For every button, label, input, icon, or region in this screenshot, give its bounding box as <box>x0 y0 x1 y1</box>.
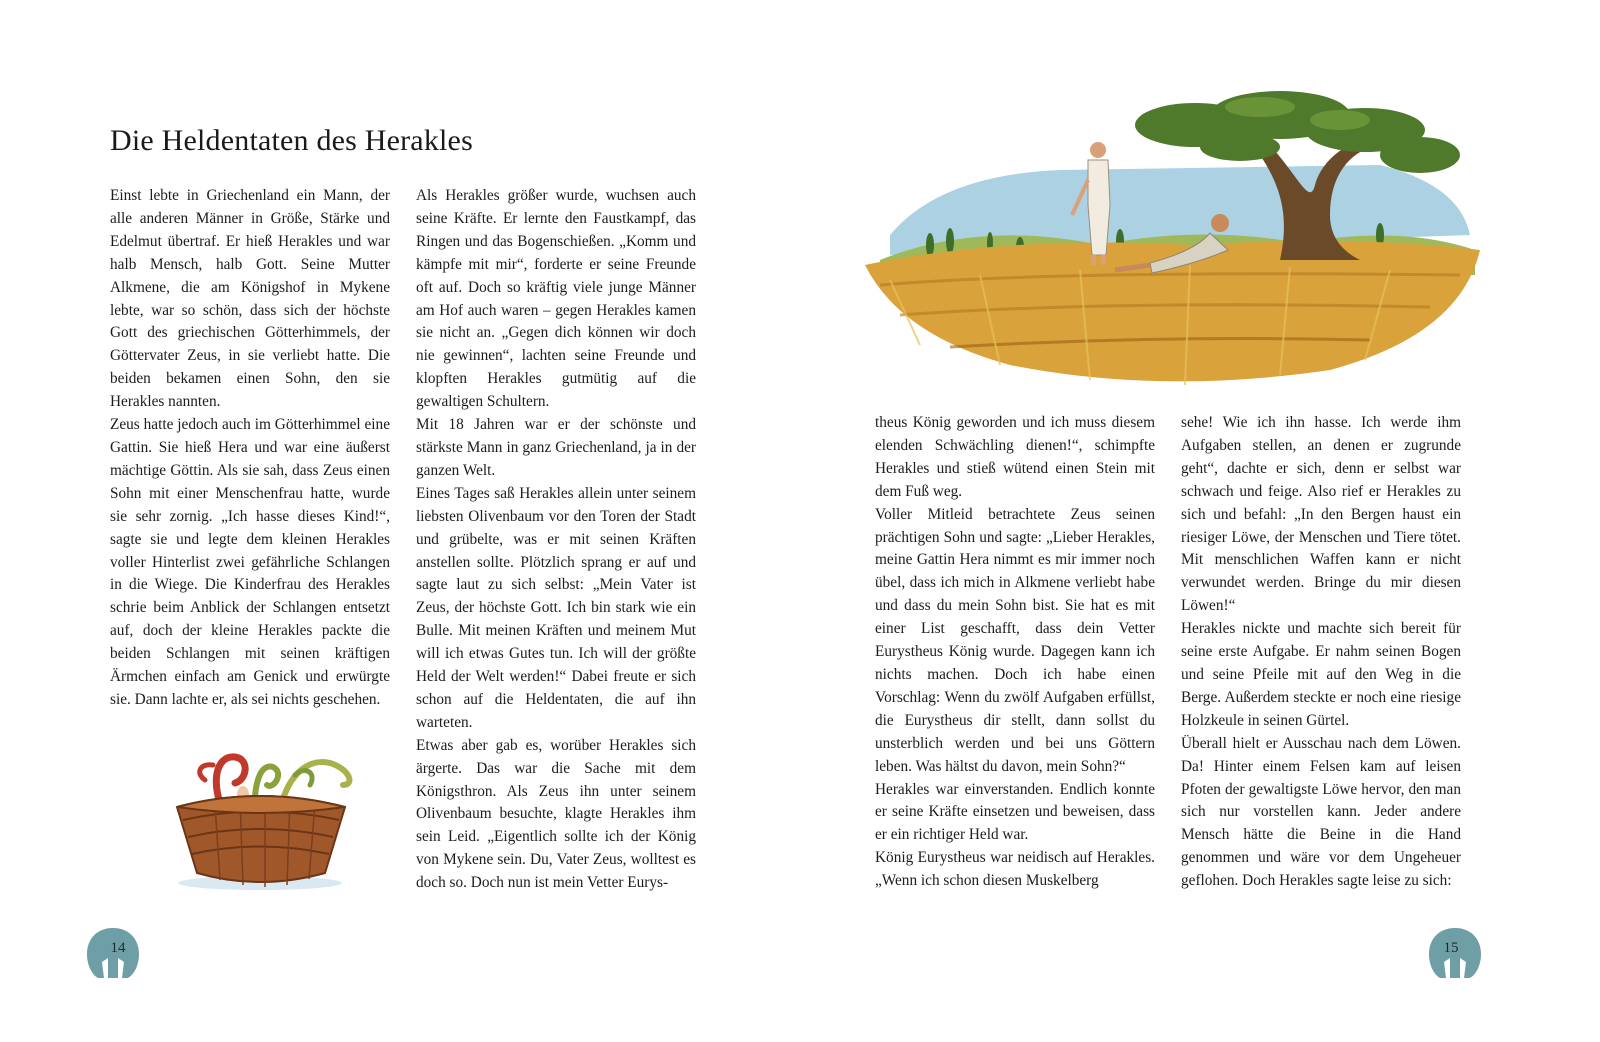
right-page-column-1 <box>875 412 1155 893</box>
paragraph: Voller Mitleid betrachtete Zeus seinen prächtigen Sohn und sagte: „Lieber Herakles, meine Gattin Hera nimmt es mir immer noch übel, dass ich mich in Alkmene verliebt habe und dass du mein Sohn bist. Sie hat es mit einer List geschafft, dass dein Vetter Eurystheus König wurde. Dagegen kann ich nichts machen. Doch ich habe einen Vorschlag: Wenn du zwölf Aufgaben erfüllst, die Eurystheus dir stellt, dann sollst du unsterblich werden und bei uns Göttern leben. Was hältst du davon, mein Sohn?“ <box>875 505 1155 775</box>
paragraph: Eines Tages saß Herakles allein unter seinem liebsten Olivenbaum vor den Toren der Stadt und grübelte, was er mit seinen Kräften anstellen sollte. Plötzlich sprang er auf und sagte laut zu sich selbst: „Mein Vater ist Zeus, der höchste Gott. Ich bin stark wie ein Bulle. Mit meinen Kräften und meinem Mut will ich etwas Gutes tun. Ich will der größte Held der Welt werden!“ Dabei freute er sich schon auf die Heldentaten, die auf ihn warteten. <box>416 484 696 731</box>
paragraph: König Eurystheus war neidisch auf Herakles. „Wenn ich schon diesen Muskelberg <box>875 849 1155 890</box>
olive-tree-scene-illustration <box>860 85 1485 395</box>
basket-with-snakes-illustration <box>155 745 365 895</box>
paragraph: Etwas aber gab es, worüber Herakles sich ärgerte. Das war die Sache mit dem Königsthron. Als Zeus ihn unter seinem Olivenbaum besuchte, klagte Herakles ihm sein Leid. „Eigentlich sollte ich der König von Mykene sein. Du, Vater Zeus, wolltest es doch so. Doch nun ist mein Vetter Eurys- <box>416 736 696 892</box>
right-page-column-2 <box>1181 412 1461 893</box>
right-page <box>800 0 1600 1042</box>
paragraph: Herakles nickte und machte sich bereit für seine erste Aufgabe. Er nahm seinen Bogen und seine Pfeile mit auf den Weg in die Berge. Außerdem steckte er noch eine riesige Holzkeule in seinen Gürtel. <box>1181 620 1461 729</box>
page-number: 15 <box>1443 940 1459 956</box>
paragraph: Als Herakles größer wurde, wuchsen auch seine Kräfte. Er lernte den Faustkampf, das Ringen und das Bogenschießen. „Komm und kämpfe mit mir“, forderte er seine Freunde oft auf. Doch so kräftig viele junge Männer am Hof auch waren – gegen Herakles kamen sie nicht an. „Gegen dich können wir doch nie gewinnen“, lachten seine Freunde und klopften Herakles gutmütig auf die gewaltigen Schultern. <box>416 187 696 411</box>
chapter-title: Die Heldentaten des Herakles <box>110 124 473 157</box>
left-page-column-1 <box>110 185 390 712</box>
paragraph: sehe! Wie ich ihn hasse. Ich werde ihm Aufgaben stellen, an denen er zugrunde geht“, dachte er sich, denn er selbst war schwach und feige. Also rief er Herakles zu sich und befahl: „In den Bergen haust ein riesiger Löwe, der Menschen und Tiere tötet. Mit menschlichen Waffen kann er nicht verwundet werden. Bringe du mir diesen Löwen!“ <box>1181 414 1461 615</box>
paragraph: Herakles war einverstanden. Endlich konnte er seine Kräfte einsetzen und beweisen, dass er ein richtiger Held war. <box>875 780 1155 844</box>
paragraph: Überall hielt er Ausschau nach dem Löwen. Da! Hinter einem Felsen kam auf leisen Pfoten der gewaltigste Löwe hervor, den man sich nur vorstellen kann. Jeder andere Mensch hätte die Beine in die Hand genommen und wäre vor dem Ungeheuer geflohen. Doch Herakles sagte leise zu sich: <box>1181 734 1461 890</box>
page-number: 14 <box>110 940 126 956</box>
paragraph: Mit 18 Jahren war er der schönste und stärkste Mann in ganz Griechenland, ja in der ganzen Welt. <box>416 416 696 479</box>
paragraph: theus König geworden und ich muss diesem elenden Schwächling dienen!“, schimpfte Herakles und stieß wütend einen Stein mit dem Fuß weg. <box>875 414 1155 500</box>
paragraph: Zeus hatte jedoch auch im Götterhimmel eine Gattin. Sie hieß Hera und war eine äußerst mächtige Göttin. Als sie sah, dass Zeus einen Sohn mit einer Menschenfrau hatte, wurde sie sehr zornig. „Ich hasse dieses Kind!“, sagte sie und legte dem kleinen Herakles voller Hinterlist zwei gefährliche Schlangen in die Wiege. Die Kinderfrau des Herakles schrie beim Anblick der Schlangen entsetzt auf, doch der kleine Herakles packte die beiden Schlangen mit seinen kräftigen Ärmchen einfach am Genick und erwürgte sie. Dann lachte er, als sei nichts geschehen. <box>110 416 390 708</box>
left-page-column-2 <box>416 185 696 895</box>
paragraph: Einst lebte in Griechenland ein Mann, der alle anderen Männer in Größe, Stärke und Edelmut übertraf. Er hieß Herakles und war halb Mensch, halb Gott. Seine Mutter Alkmene, die am Königshof in Mykene lebte, war so schön, dass sich der höchste Gott des griechischen Götterhimmels, der Göttervater Zeus, in sie verliebt hatte. Die beiden bekamen einen Sohn, den sie Herakles nannten. <box>110 187 390 411</box>
